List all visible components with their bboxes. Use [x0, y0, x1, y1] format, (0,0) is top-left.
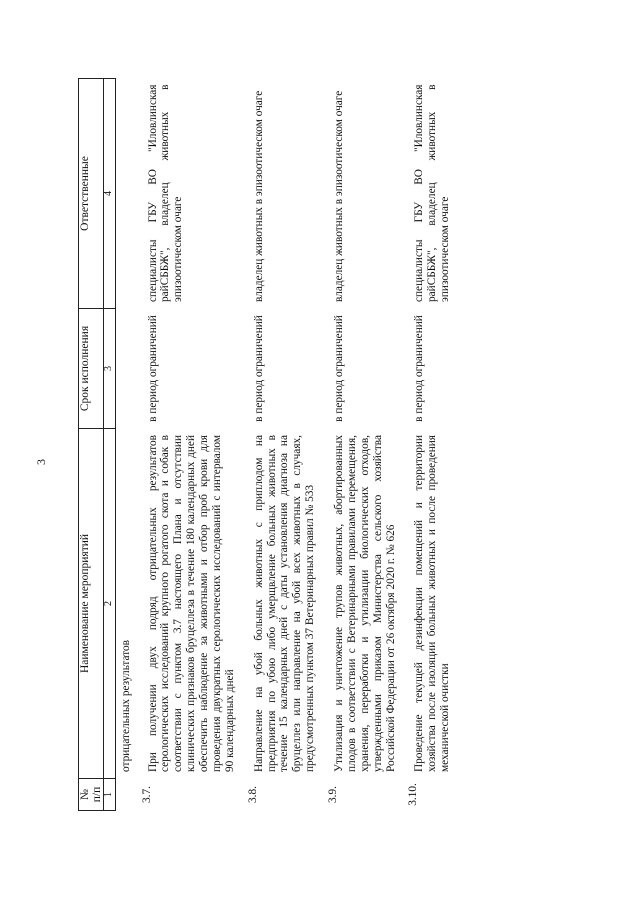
row-responsible: владелец животных в эпизоотическом очаге [252, 90, 265, 302]
row-term: в период ограничений [333, 315, 345, 422]
row-number: 3.9. [327, 786, 339, 803]
row-measure: Утилизация и уничтожение трупов животных, абортированных плодов в соответствии с Ветеринарными правилами перемещения, хранения, переработки и утилизации биологических отходов, утвержденными приказом Министерства сельского хозяйства Российской Федерации от 26 октября 2020 г. № 626 [333, 435, 397, 772]
row-term: в период ограничений [146, 315, 159, 422]
row-number: 3.7. [140, 786, 153, 803]
table-row [327, 79, 407, 811]
continuation-text: отрицательных результатов [119, 640, 132, 772]
header-number: № п/п [79, 779, 104, 811]
row-term: в период ограничений [252, 315, 265, 422]
row-responsible: специалисты ГБУ ВО "Иловлинская райСББЖ", владелец животных в эпизоотическом очаге [413, 84, 452, 302]
header-responsible: Ответственные [79, 79, 104, 309]
column-number: 3 [104, 309, 116, 429]
header-term: Срок исполнения [79, 309, 104, 429]
row-number: 3.8. [246, 786, 259, 803]
row-measure: Проведение текущей дезинфекции помещений и территории хозяйства после изоляции больных животных и после проведения механической очистки [413, 435, 452, 772]
row-measure: При получении двух подряд отрицательных результатов серологических исследований крупного рогатого скота и собак в соответствии с пунктом 3.7 настоящего Плана и отсутствии клинических признаков бруцеллеза в течение 180 календарных дней обеспечить наблюдение за животными и отбор проб крови для проведения двукратных серологических исследований с интервалом 90 календарных дней [146, 435, 236, 772]
measures-table [78, 78, 462, 811]
row-number: 3.10. [407, 783, 420, 806]
table-column-numbers [104, 79, 116, 811]
row-responsible: специалисты ГБУ ВО "Иловлинская райСББЖ", владелец животных в эпизоотическом очаге [146, 84, 185, 302]
row-term: в период ограничений [413, 315, 426, 422]
page-number: 3 [34, 459, 48, 465]
table-header-row [79, 79, 104, 811]
column-number: 4 [104, 79, 116, 309]
table-row [115, 79, 140, 811]
column-number: 1 [104, 779, 116, 811]
table-row [247, 79, 327, 811]
table-row [407, 79, 462, 811]
table-row [141, 79, 247, 811]
row-responsible: владелец животных в эпизоотическом очаге [333, 90, 345, 302]
column-number: 2 [104, 429, 116, 779]
header-measure: Наименование мероприятий [79, 429, 104, 779]
row-measure: Направление на убой больных животных с приплодом на предприятия по убою либо умерщвление больных животных в течение 15 календарных дней с даты установления диагноза на бруцеллез или направление на убой всех животных в случаях, предусмотренных пунктом 37 Ветеринарных правил № 533 [252, 435, 317, 772]
